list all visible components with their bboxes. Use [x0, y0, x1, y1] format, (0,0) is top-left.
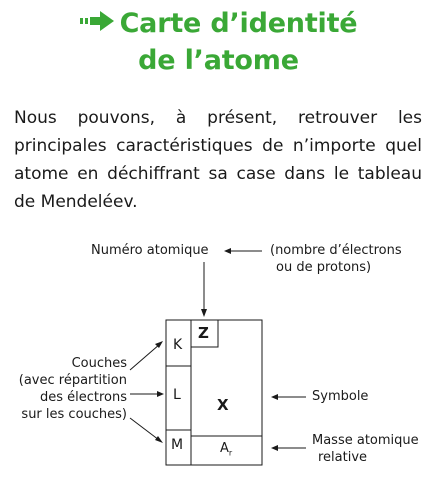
masse-label-2: relative [318, 450, 368, 465]
symbole-label: Symbole [312, 389, 369, 404]
cell-l: L [173, 387, 181, 403]
arrow-head-masse [271, 445, 278, 451]
cell-a-sub: r [228, 448, 233, 458]
arrow-head-l [157, 391, 164, 397]
cell-m: M [171, 437, 184, 453]
arrow-head-m [155, 436, 163, 443]
arrow-head-symbole [271, 394, 278, 400]
couches-label-4: sur les couches) [21, 407, 127, 422]
masse-label-1: Masse atomique [312, 433, 419, 448]
nombre-label-2: ou de protons) [276, 260, 372, 275]
cell-a [220, 441, 232, 458]
title-line-2: de l’atome [138, 45, 299, 76]
cell-x: X [217, 396, 229, 414]
title-text-1: Carte d’identité [119, 8, 358, 39]
cell-z: Z [198, 324, 209, 342]
couches-label-3: des électrons [39, 390, 127, 405]
intro-paragraph: Nous pouvons, à présent, retrouver les principales caractéristiques de n’importe quel atome en déchiffrant sa case dans le tableau de Mendeléev. [14, 108, 422, 212]
couches-label-2: (avec répartition [18, 373, 127, 388]
numero-atomique-label: Numéro atomique [91, 243, 209, 258]
cell-a-letter: A [220, 441, 229, 456]
couches-label-1: Couches [71, 356, 127, 371]
arrow-head-down-z [201, 309, 207, 317]
nombre-label-1: (nombre d’électrons [270, 243, 402, 258]
arrow-head-left-numero [224, 248, 231, 254]
cell-k: K [173, 337, 183, 353]
